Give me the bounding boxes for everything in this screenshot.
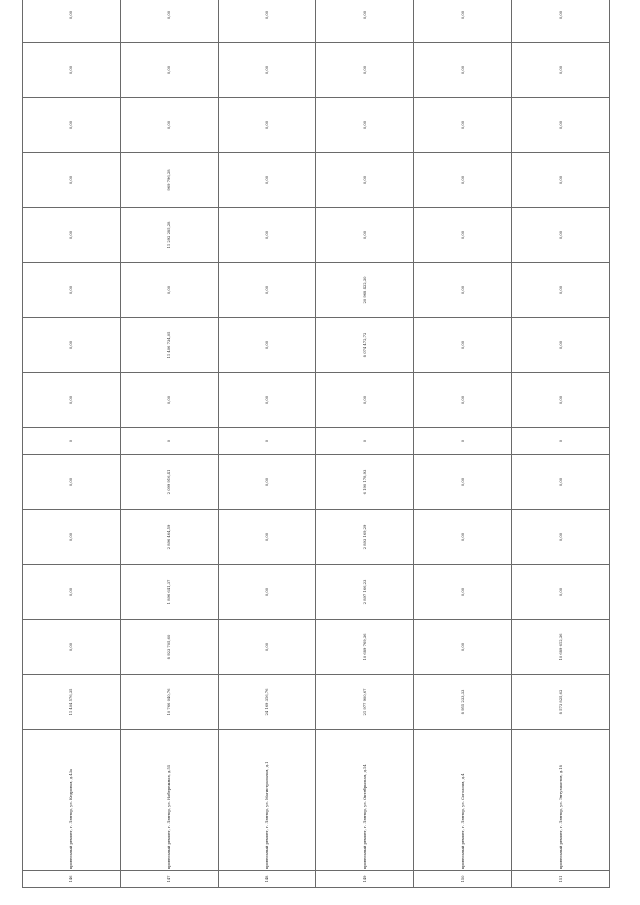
value-cell: 0,00 <box>414 43 512 98</box>
value-cell: 0,00 <box>512 43 610 98</box>
value-cell: 0,00 <box>512 0 610 43</box>
value-cell: 0,00 <box>218 43 316 98</box>
value-cell: 6 190 178,93 <box>316 455 414 510</box>
value-cell: 8 074 472,72 <box>316 318 414 373</box>
table-row <box>414 0 512 888</box>
address-cell: кровельный ремонт, г. Лянтор, ул. Согласия, д.4 <box>414 730 512 871</box>
value-cell: 8 573 825,62 <box>512 675 610 730</box>
value-cell: 0,00 <box>414 263 512 318</box>
value-cell: 0,00 <box>512 153 610 208</box>
value-cell: 0,00 <box>512 263 610 318</box>
value-cell: 0 <box>218 428 316 455</box>
value-cell: 0,00 <box>218 0 316 43</box>
value-cell: 20 968 422,30 <box>316 263 414 318</box>
value-cell: 0,00 <box>316 43 414 98</box>
row-number-cell: 146 <box>23 871 121 888</box>
address-cell: кровельный ремонт, г. Лянтор, ул. Набережная, д.55 <box>120 730 218 871</box>
value-cell: 0,00 <box>23 565 121 620</box>
value-cell: 0,00 <box>316 153 414 208</box>
address-cell: кровельный ремонт, г. Лянтор, ул. Энтузиастов, д.18 <box>512 730 610 871</box>
table-row <box>218 0 316 888</box>
value-cell: 0,00 <box>414 0 512 43</box>
address-cell: кровельный ремонт, г. Лянтор, ул. Октябрьская, д.14 <box>316 730 414 871</box>
value-cell: 0,00 <box>512 510 610 565</box>
value-cell: 0,00 <box>218 373 316 428</box>
value-cell: 0,00 <box>512 373 610 428</box>
value-cell: 0,00 <box>316 373 414 428</box>
value-cell: 0,00 <box>414 318 512 373</box>
table-body <box>23 0 610 888</box>
value-cell: 0 <box>120 428 218 455</box>
value-cell: 0,00 <box>120 43 218 98</box>
value-cell: 10 689 612,36 <box>512 620 610 675</box>
value-cell: 0,00 <box>414 153 512 208</box>
value-cell: 0,00 <box>414 620 512 675</box>
value-cell: 0,00 <box>512 208 610 263</box>
table-row <box>23 0 121 888</box>
value-cell: 0,00 <box>218 263 316 318</box>
value-cell: 0,00 <box>23 153 121 208</box>
value-cell: 11 404 576,35 <box>23 675 121 730</box>
value-cell: 0,00 <box>218 98 316 153</box>
row-number-cell: 148 <box>218 871 316 888</box>
address-cell: кровельный ремонт, г. Лянтор, ул. Магистральная, д.1 <box>218 730 316 871</box>
value-cell: 0,00 <box>316 0 414 43</box>
value-cell: 0,00 <box>23 263 121 318</box>
value-cell: 0,00 <box>218 455 316 510</box>
value-cell: 0,00 <box>120 0 218 43</box>
value-cell: 0,00 <box>218 510 316 565</box>
value-cell: 10 766 040,76 <box>120 675 218 730</box>
table-row <box>512 0 610 888</box>
value-cell: 0,00 <box>23 620 121 675</box>
row-number-cell: 151 <box>512 871 610 888</box>
value-cell: 2 896 464,59 <box>120 510 218 565</box>
value-cell: 0 <box>512 428 610 455</box>
value-cell: 0,00 <box>23 455 121 510</box>
value-cell: 0,00 <box>414 98 512 153</box>
value-cell: 0,00 <box>23 43 121 98</box>
value-cell: 0 <box>316 428 414 455</box>
value-cell: 0,00 <box>218 620 316 675</box>
address-cell: кровельный ремонт, г. Лянтор, ул. Кедровая, д.43а <box>23 730 121 871</box>
value-cell: 10 689 769,36 <box>316 620 414 675</box>
value-cell: 0,00 <box>23 318 121 373</box>
value-cell: 0 <box>414 428 512 455</box>
value-cell: 0,00 <box>512 455 610 510</box>
table-row <box>120 0 218 888</box>
value-cell: 0,00 <box>23 0 121 43</box>
value-cell: 0,00 <box>218 318 316 373</box>
value-cell: 11 292 285,28 <box>120 208 218 263</box>
value-cell: 0,00 <box>120 373 218 428</box>
value-cell: 0,00 <box>218 153 316 208</box>
value-cell: 0 <box>23 428 121 455</box>
rotated-table-area <box>22 10 610 888</box>
row-number-cell: 147 <box>120 871 218 888</box>
value-cell: 2 099 916,41 <box>120 455 218 510</box>
value-cell: 0,00 <box>23 373 121 428</box>
value-cell: 0,00 <box>218 565 316 620</box>
value-cell: 0,00 <box>414 455 512 510</box>
value-cell: 0,00 <box>414 208 512 263</box>
value-cell: 1 896 641,37 <box>120 565 218 620</box>
value-cell: 0,00 <box>512 98 610 153</box>
budget-table <box>22 0 610 888</box>
value-cell: 969 796,28 <box>120 153 218 208</box>
value-cell: 11 406 734,05 <box>120 318 218 373</box>
value-cell: 0,00 <box>414 565 512 620</box>
value-cell: 0,00 <box>120 263 218 318</box>
value-cell: 2 897 166,23 <box>316 565 414 620</box>
value-cell: 0,00 <box>120 98 218 153</box>
value-cell: 0,00 <box>23 510 121 565</box>
value-cell: 0,00 <box>512 565 610 620</box>
value-cell: 24 169 316,76 <box>218 675 316 730</box>
row-number-cell: 149 <box>316 871 414 888</box>
value-cell: 8 923 705,60 <box>120 620 218 675</box>
value-cell: 0,00 <box>218 208 316 263</box>
value-cell: 21 977 900,67 <box>316 675 414 730</box>
value-cell: 0,00 <box>316 208 414 263</box>
value-cell: 0,00 <box>23 208 121 263</box>
value-cell: 0,00 <box>414 510 512 565</box>
table-row <box>316 0 414 888</box>
value-cell: 0,00 <box>414 373 512 428</box>
row-number-cell: 150 <box>414 871 512 888</box>
value-cell: 8 955 233,33 <box>414 675 512 730</box>
value-cell: 2 893 169,29 <box>316 510 414 565</box>
value-cell: 0,00 <box>512 318 610 373</box>
value-cell: 0,00 <box>316 98 414 153</box>
value-cell: 0,00 <box>23 98 121 153</box>
